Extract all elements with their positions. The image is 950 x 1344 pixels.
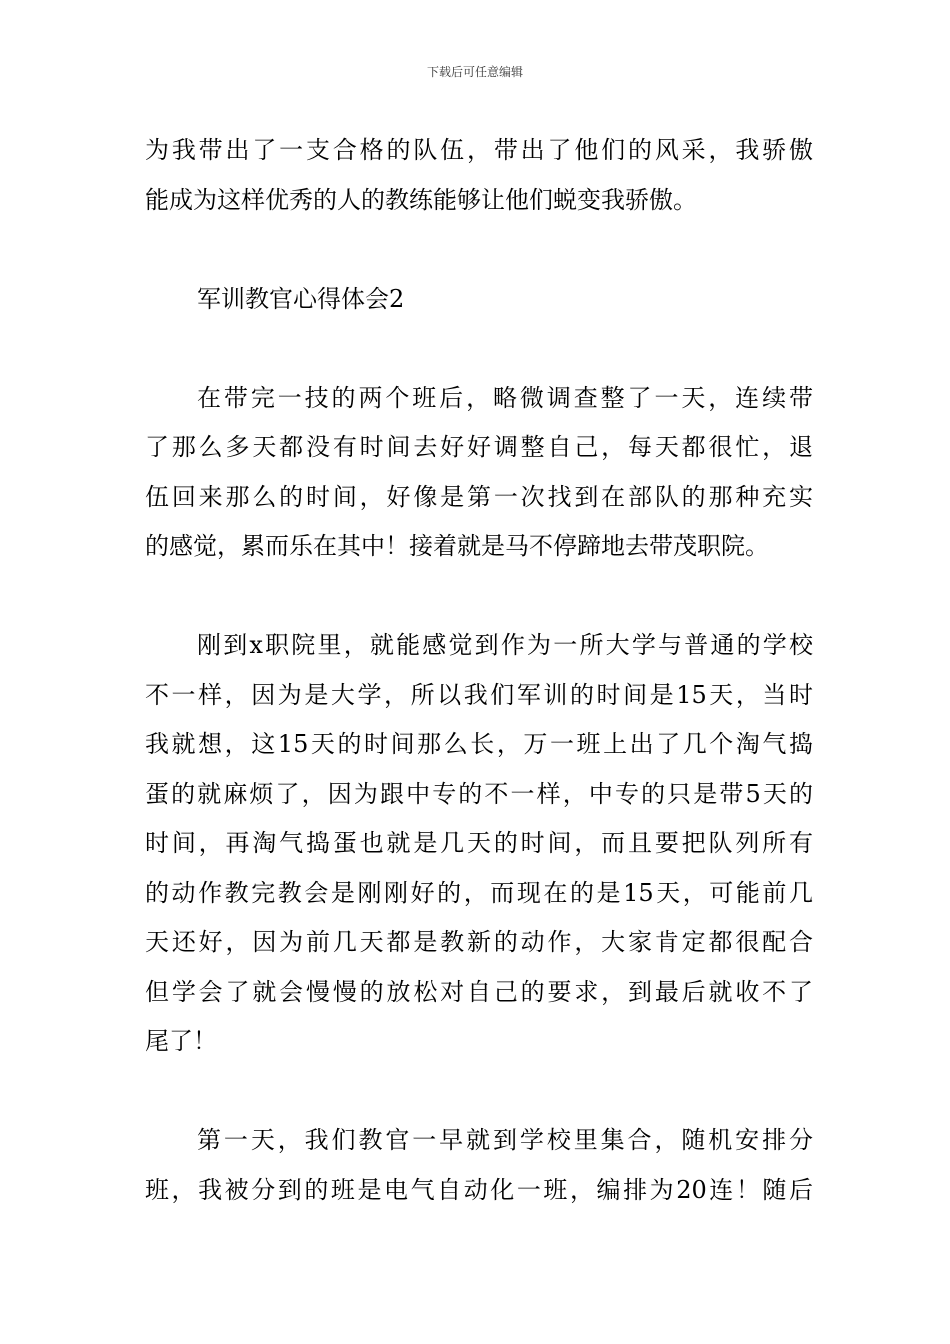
text-line: 为我带出了一支合格的队伍，带出了他们的风采，我骄傲 xyxy=(145,136,813,164)
page-header: 下载后可任意编辑 xyxy=(426,65,523,79)
text-line: 在带完一技的两个班后，略微调查整了一天，连续带 xyxy=(197,383,813,412)
document-body xyxy=(145,126,813,1215)
text-line: 天还好，因为前几天都是教新的动作，大家肯定都很配合 xyxy=(145,928,813,956)
paragraph xyxy=(145,374,813,572)
text-line: 的感觉，累而乐在其中！接着就是马不停蹄地去带茂职院。 xyxy=(145,532,769,560)
text-line: 但学会了就会慢慢的放松对自己的要求，到最后就收不了 xyxy=(145,977,813,1006)
text-line: 第一天，我们教官一早就到学校里集合，随机安排分 xyxy=(197,1126,813,1154)
text-line: 蛋的就麻烦了，因为跟中专的不一样，中专的只是带5天的 xyxy=(145,779,813,808)
text-line: 时间，再淘气捣蛋也就是几天的时间，而且要把队列所有 xyxy=(145,829,813,857)
text-line: 的动作教完教会是刚刚好的，而现在的是15天，可能前几 xyxy=(145,878,813,907)
paragraph xyxy=(145,621,813,1067)
text-line: 我就想，这15天的时间那么长，万一班上出了几个淘气捣 xyxy=(145,730,813,758)
paragraph xyxy=(145,1116,813,1215)
section-heading xyxy=(145,275,813,325)
text-line: 尾了！ xyxy=(145,1027,217,1055)
paragraph xyxy=(145,126,813,225)
text-line: 能成为这样优秀的人的教练能够让他们蜕变我骄傲。 xyxy=(145,185,697,214)
text-line: 刚到x职院里，就能感觉到作为一所大学与普通的学校 xyxy=(197,631,813,659)
text-line: 班，我被分到的班是电气自动化一班，编排为20连！随后 xyxy=(145,1175,813,1204)
text-line: 了那么多天都没有时间去好好调整自己，每天都很忙，退 xyxy=(145,433,813,461)
text-line: 伍回来那么的时间，好像是第一次找到在部队的那种充实 xyxy=(145,482,813,511)
text-line: 不一样，因为是大学，所以我们军训的时间是15天，当时 xyxy=(145,680,813,709)
heading-line: 军训教官心得体会2 xyxy=(197,284,405,313)
